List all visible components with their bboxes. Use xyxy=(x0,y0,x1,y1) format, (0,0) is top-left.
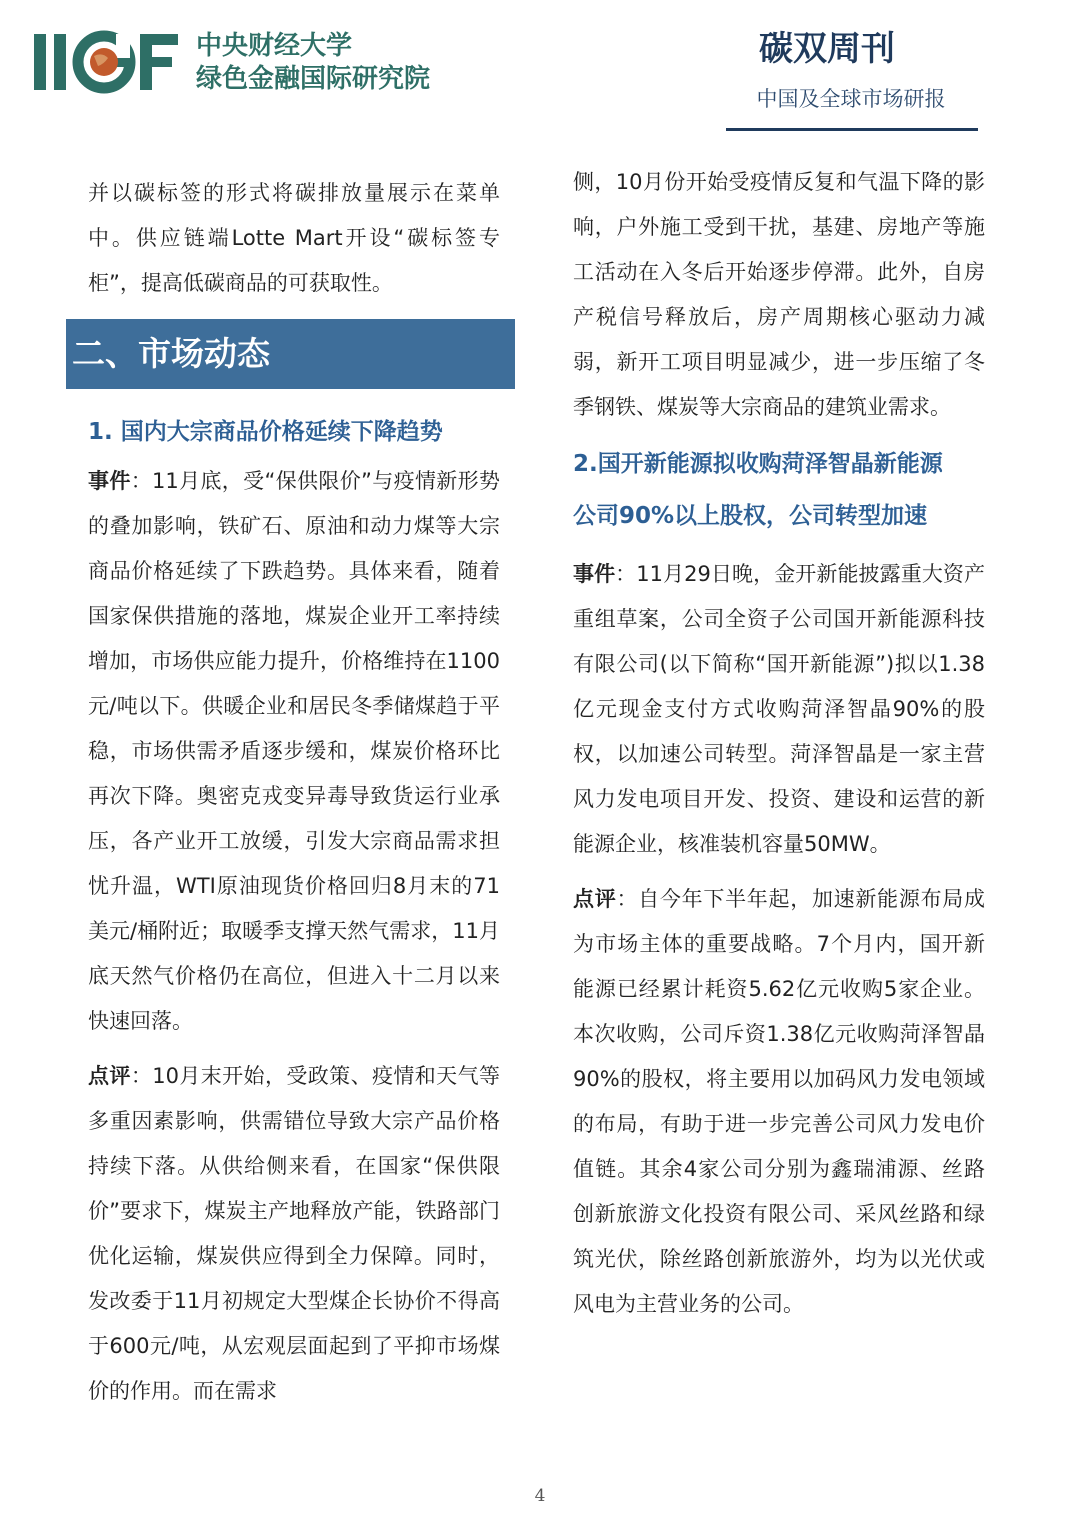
section-heading-market-dynamics: 二、市场动态 xyxy=(66,319,515,389)
org-name-line2: 绿色金融国际研究院 xyxy=(196,64,431,94)
item2-comment-text: ：自今年下半年起，加速新能源布局成为市场主体的重要战略。7个月内，国开新能源已经累计耗资5.62亿元收购5家企业。本次收购，公司斥资1.38亿元收购菏泽智晶90%的股权，将主要用以加码风力发电领域的布局，有助于进一步完善公司风力发电价值链。其余4家公司分别为鑫瑞浦源、丝路创新旅游文化投资有限公司、采风丝路和绿筑光伏，除丝路创新旅游外，均为以光伏或风电为主营业务的公司。 xyxy=(573,887,986,1316)
publication-subtitle: 中国及全球市场研报 xyxy=(756,87,946,111)
item2-heading xyxy=(573,438,985,542)
item1-body xyxy=(88,459,500,1414)
event-label: 事件 xyxy=(88,469,131,493)
institute-name xyxy=(196,30,430,96)
intro-paragraph: 并以碳标签的形式将碳排放量展示在菜单中。供应链端Lotte Mart开设“碳标签专柜”，提高低碳商品的可获取性。 xyxy=(88,181,500,295)
comment-label: 点评 xyxy=(88,1064,131,1088)
right-column xyxy=(573,160,985,1327)
item2-event-paragraph xyxy=(573,552,985,867)
item2-event-text: ：11月29日晚，金开新能披露重大资产重组草案，公司全资子公司国开新能源科技有限公司(以下简称“国开新能源”)拟以1.38亿元现金支付方式收购菏泽智晶90%的股权，以加速公司转型。菏泽智晶是一家主营风力发电项目开发、投资、建设和运营的新能源企业，核准装机容量50MW。 xyxy=(573,562,985,856)
event-label: 事件 xyxy=(573,562,616,586)
page-number: 4 xyxy=(534,1486,546,1506)
intro-paragraph-block xyxy=(88,171,500,306)
item2-heading-line2: 公司90%以上股权，公司转型加速 xyxy=(573,503,928,529)
item1-comment-text: ：10月末开始，受政策、疫情和天气等多重因素影响，供需错位导致大宗产品价格持续下落。从供给侧来看，在国家“保供限价”要求下，煤炭主产地释放产能，铁路部门优化运输，煤炭供应得到全力保障。同时，发改委于11月初规定大型煤企长协价不得高于600元/吨，从宏观层面起到了平抑市场煤价的作用。而在需求 xyxy=(88,1064,500,1403)
item1-heading: 1. 国内大宗商品价格延续下降趋势 xyxy=(88,419,443,445)
comment-label: 点评 xyxy=(573,887,617,911)
header-rule xyxy=(726,128,978,131)
iigf-logo xyxy=(32,30,182,94)
item1-event-paragraph xyxy=(88,459,500,1044)
publication-title: 碳双周刊 xyxy=(759,29,895,69)
item2-heading-line1: 2.国开新能源拟收购菏泽智晶新能源 xyxy=(573,451,943,477)
org-name-line1: 中央财经大学 xyxy=(196,31,353,61)
item1-event-text: ：11月底，受“保供限价”与疫情新形势的叠加影响，铁矿石、原油和动力煤等大宗商品价格延续了下跌趋势。具体来看，随着国家保供措施的落地，煤炭企业开工率持续增加，市场供应能力提升，价格维持在1100元/吨以下。供暖企业和居民冬季储煤趋于平稳，市场供需矛盾逐步缓和，煤炭价格环比再次下降。奥密克戎变异毒导致货运行业承压，各产业开工放缓，引发大宗商品需求担忧升温，WTI原油现货价格回归8月末的71美元/桶附近；取暖季支撑天然气需求，11月底天然气价格仍在高位，但进入十二月以来快速回落。 xyxy=(88,469,500,1033)
item1-comment-paragraph xyxy=(88,1054,500,1414)
item2-comment-paragraph xyxy=(573,877,985,1327)
continuation-paragraph: 侧，10月份开始受疫情反复和气温下降的影响，户外施工受到干扰，基建、房地产等施工活动在入冬后开始逐步停滞。此外，自房产税信号释放后，房产周期核心驱动力减弱，新开工项目明显减少，进一步压缩了冬季钢铁、煤炭等大宗商品的建筑业需求。 xyxy=(573,170,985,419)
